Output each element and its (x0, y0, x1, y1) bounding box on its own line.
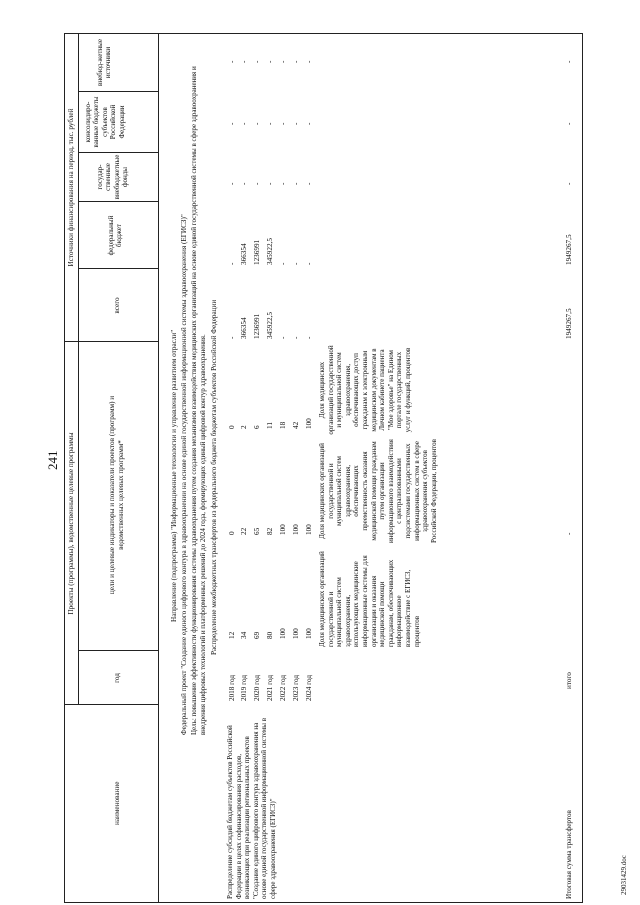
amount-cell: - (292, 262, 300, 265)
col-rule-6 (78, 152, 158, 153)
amount-cell: - (279, 60, 287, 63)
indicator-value: 100 (305, 628, 313, 639)
amount-cell: - (266, 122, 274, 125)
year-cell: 2023 год (292, 675, 300, 701)
indicator-value: 42 (292, 421, 300, 429)
header-sources-group: Источники финансирования на период, тыс. рублей (67, 108, 75, 267)
year-cell: 2019 год (240, 675, 248, 701)
amount-cell: 345922,5 (266, 238, 274, 265)
header-regional-budgets: консолидиро-ванные бюджеты субъектов Российской Федерации (84, 96, 126, 148)
amount-cell: - (305, 122, 313, 125)
indicator-value: 2 (240, 425, 248, 429)
table-bottom-border (582, 33, 583, 903)
year-cell: 2024 год (305, 675, 313, 701)
amount-cell: - (279, 262, 287, 265)
amount-cell: - (305, 60, 313, 63)
header-federal-budget: федеральный бюджет (107, 215, 124, 256)
amount-cell: - (305, 336, 313, 339)
amount-cell: - (305, 182, 313, 185)
amount-cell: - (228, 122, 236, 125)
indicator-3-description: Доля медицинских организаций государственной и муниципальной систем здравоохранения, обеспечивающих доступ гражданам к электронным медицинским документам в Личном кабинете пациента "Мое здоровье" на Едином портале государственных услуг и функций, процентов (318, 345, 412, 435)
amount-cell: - (305, 262, 313, 265)
year-cell: 2020 год (253, 675, 261, 701)
total-row-extra: - (565, 60, 573, 63)
amount-cell: - (266, 182, 274, 185)
amount-cell: - (279, 122, 287, 125)
amount-cell: 345922,5 (266, 312, 274, 339)
col-rule-5 (78, 201, 158, 202)
total-row-regional: - (565, 122, 573, 125)
amount-cell: - (253, 182, 261, 185)
amount-cell: - (240, 182, 248, 185)
federal-project-heading: Федеральный проект "Создание единого цифрового контура в здравоохранении на основе единой государственной информационной системы здравоохранения (ЕГИСЗ)" (180, 214, 188, 735)
year-cell: 2018 год (228, 675, 236, 701)
header-extrabudget: внебюд-жетные источники (96, 39, 113, 86)
amount-cell: - (253, 122, 261, 125)
transfer-row-name: Распределение субсидий бюджетам субъектов Российской Федерации в целях софинансирования расходов, возникающих при реализации региональных проектов "Создание единого цифрового контура здравоохранения на основе единой государственной информационной системы в сфере здравоохранения (ЕГИСЗ)" (226, 717, 277, 899)
indicator-value: 69 (253, 631, 261, 639)
page-number: 241 (45, 450, 60, 470)
indicator-value: 11 (266, 422, 274, 429)
indicator-value: 100 (305, 418, 313, 429)
header-state-funds: государ-ственные внебюджетные фонды (96, 154, 130, 200)
indicator-value: 0 (228, 531, 236, 535)
amount-cell: 366354 (240, 317, 248, 339)
indicator-value: 0 (228, 425, 236, 429)
indicator-value: 82 (266, 527, 274, 535)
amount-cell: - (228, 336, 236, 339)
amount-cell: - (228, 182, 236, 185)
indicator-value: 100 (279, 524, 287, 535)
amount-cell: - (292, 182, 300, 185)
amount-cell: 1236991 (253, 313, 261, 339)
table-top-border (64, 33, 65, 903)
document-code: 29031429.doc (620, 855, 628, 895)
col-rule-7 (78, 91, 158, 92)
direction-heading: Направление (подпрограмма) "Информационные технологии и управление развитием отрасли" (170, 329, 178, 622)
goal-text: Цель: повышение эффективности функционирования системы здравоохранения путем создания механизмов взаимодействия медицинских организаций на основе единой государственной системы в сфере здравоохранения и внедрения цифровых технологий и платформенных решений до 2024 года, формирующих единый цифровой контур здравоохранения. (190, 66, 207, 735)
col-rule-3 (64, 341, 158, 342)
indicator-value: 65 (253, 527, 261, 535)
indicator-value: 100 (292, 524, 300, 535)
indicator-value: 100 (292, 628, 300, 639)
amount-cell: - (292, 336, 300, 339)
amount-cell: - (279, 336, 287, 339)
total-row-sum: 1949267,5 (565, 308, 573, 339)
indicator-value: 12 (228, 631, 236, 639)
header-naimenovanie: наименование (113, 781, 121, 825)
amount-cell: - (253, 60, 261, 63)
indicator-value: 22 (240, 527, 248, 535)
total-row-label: итого (565, 672, 573, 689)
col-rule-1 (64, 704, 158, 705)
amount-cell: - (266, 60, 274, 63)
amount-cell: - (228, 60, 236, 63)
indicator-value: 100 (305, 524, 313, 535)
total-row-state: - (565, 182, 573, 185)
header-bottom-rule (158, 33, 159, 903)
amount-cell: 1236991 (253, 239, 261, 265)
indicator-value: 80 (266, 631, 274, 639)
amount-cell: 366354 (240, 243, 248, 265)
indicator-value: 100 (279, 628, 287, 639)
indicator-value: 18 (279, 421, 287, 429)
header-year: год (113, 673, 121, 683)
header-projects-group: Проекты (программы), ведомственные целевые программы (67, 432, 75, 615)
total-transfers-name: Итоговая сумма трансфертов (565, 810, 573, 899)
table-right-border (64, 33, 582, 34)
transfers-heading: Распределение межбюджетных трансфертов из федерального бюджета бюджетам субъектов Российской Федерации (210, 299, 218, 655)
indicator-2-description: Доля медицинских организаций государственной и муниципальной систем здравоохранения, обеспечивающих преемственность оказания медицинской помощи гражданам путем организации информационного взаимодействия с централизованными подсистемами государственных информационных систем в сфере здравоохранения субъектов Российской Федерации, процентов (318, 439, 438, 543)
indicator-value: 34 (240, 631, 248, 639)
total-row-federal: 1949267,5 (565, 234, 573, 265)
year-cell: 2022 год (279, 675, 287, 701)
year-cell: 2021 год (266, 675, 274, 701)
indicator-value: 6 (253, 425, 261, 429)
total-row-indicator: - (565, 532, 573, 535)
amount-cell: - (240, 60, 248, 63)
amount-cell: - (292, 60, 300, 63)
header-indicators: цели и целевые индикаторы и показатели проектов (программ) и ведомственных целевых программ* (108, 395, 125, 595)
amount-cell: - (240, 122, 248, 125)
amount-cell: - (292, 122, 300, 125)
amount-cell: - (279, 182, 287, 185)
header-total: всего (113, 297, 121, 314)
indicator-1-description: Доля медицинских организаций государственной и муниципальной систем здравоохранения, использующих медицинские информационные системы для организации и оказания медицинской помощи гражданам, обеспечивающих информационное взаимодействие с ЕГИСЗ, процентов (318, 551, 421, 647)
table-left-border (64, 902, 582, 903)
group-header-rule (78, 33, 79, 705)
amount-cell: - (228, 262, 236, 265)
